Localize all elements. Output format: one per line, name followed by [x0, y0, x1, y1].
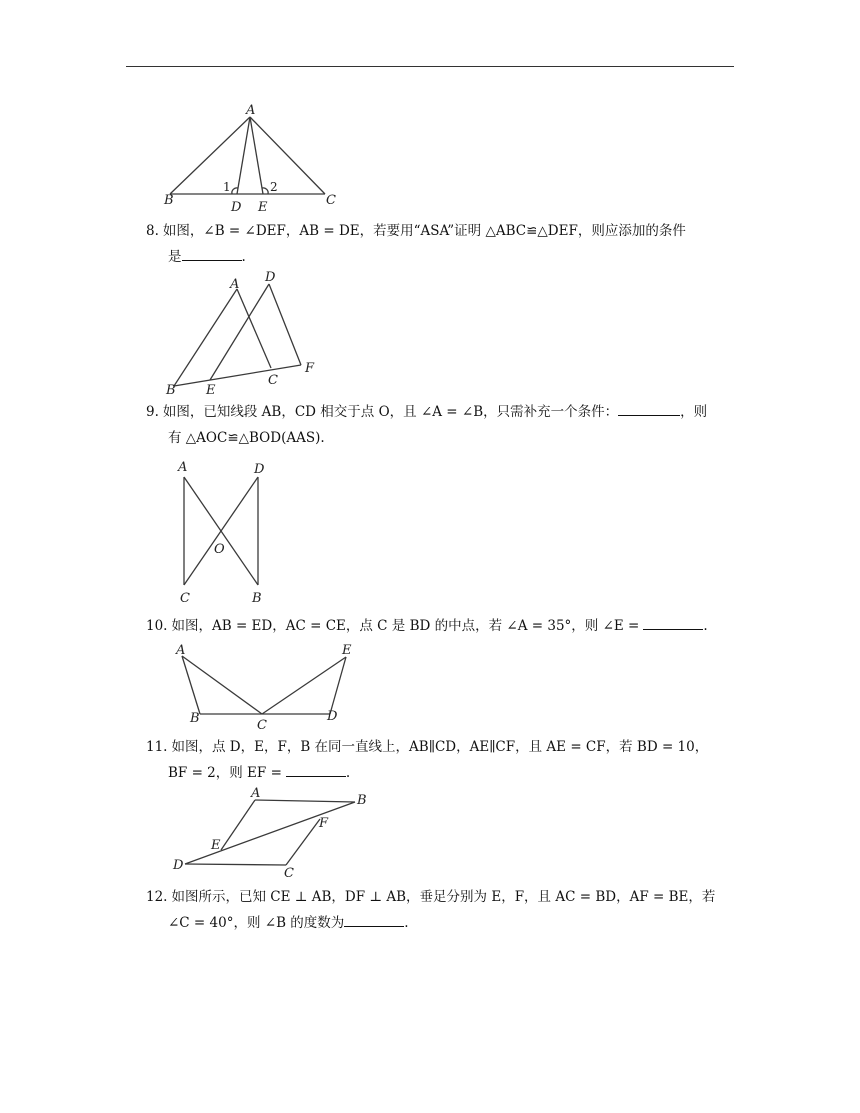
question-8 [146, 218, 736, 270]
label-C: C [257, 718, 267, 733]
label-D: D [254, 462, 265, 477]
question-10 [146, 613, 736, 639]
label-C: C [326, 193, 336, 208]
label-O: O [214, 542, 225, 557]
header-rule [126, 66, 734, 67]
label-E: E [258, 200, 268, 215]
question-text: . [703, 618, 708, 634]
label-A: A [246, 103, 256, 118]
question-text: 如图，∠B = ∠DEF，AB = DE，若要用“ASA”证明 △ABC≌△DEF，则应添加的条件 [162, 223, 686, 239]
label-C: C [180, 591, 190, 606]
label-A: A [251, 786, 261, 801]
question-number: 10. [146, 618, 168, 634]
question-number: 12. [146, 889, 168, 905]
question-text: ∠C = 40°，则 ∠B 的度数为 [168, 915, 345, 931]
label-A: A [178, 460, 188, 475]
label-D: D [265, 270, 276, 285]
question-text: 是 [168, 249, 182, 265]
label-A: A [176, 643, 186, 658]
label-B: B [164, 193, 174, 208]
label-angle-2: 2 [270, 180, 278, 194]
question-11 [146, 734, 736, 786]
question-text: 如图，点 D，E，F，B 在同一直线上，AB∥CD，AE∥CF，且 AE = CF，若 BD = 10， [171, 739, 709, 755]
question-text: ，则 [680, 404, 708, 420]
label-B: B [252, 591, 262, 606]
label-D: D [231, 200, 242, 215]
figure-parallelogram-abcd [165, 785, 375, 880]
question-text: 如图所示，已知 CE ⊥ AB，DF ⊥ AB，垂足分别为 E，F，且 AC = BD，AF = BE，若 [171, 889, 716, 905]
question-text: . [404, 915, 409, 931]
question-text: 如图，AB = ED，AC = CE，点 C 是 BD 的中点，若 ∠A = 35°，则 ∠E = [171, 618, 640, 634]
label-E: E [342, 643, 352, 658]
question-12 [146, 884, 736, 936]
figure-crossed-segments [170, 455, 280, 610]
question-text: . [241, 249, 246, 265]
question-number: 8. [146, 223, 159, 239]
label-F: F [319, 816, 329, 831]
label-F: F [305, 361, 315, 376]
figure-two-triangles-abc-def [160, 268, 330, 398]
question-number: 9. [146, 404, 159, 420]
question-text: 有 △AOC≌△BOD(AAS). [168, 430, 325, 446]
answer-blank[interactable] [643, 614, 703, 630]
figure-two-triangles-acb-ecd [170, 640, 370, 735]
answer-blank[interactable] [344, 911, 404, 927]
question-number: 11. [146, 739, 168, 755]
label-C: C [268, 373, 278, 388]
question-text: BF = 2，则 EF = [168, 765, 282, 781]
label-D: D [327, 709, 338, 724]
label-B: B [166, 383, 176, 398]
answer-blank[interactable] [618, 400, 680, 416]
label-B: B [190, 711, 200, 726]
answer-blank[interactable] [286, 761, 346, 777]
label-angle-1: 1 [223, 180, 231, 194]
label-E: E [211, 838, 221, 853]
label-B: B [357, 793, 367, 808]
question-text: . [345, 765, 351, 781]
question-9 [146, 399, 736, 451]
label-E: E [206, 383, 216, 398]
answer-blank[interactable] [182, 245, 242, 261]
label-D: D [173, 858, 184, 873]
figure-triangle-abc-de [160, 100, 350, 215]
question-text: 如图，已知线段 AB，CD 相交于点 O，且 ∠A = ∠B，只需补充一个条件： [162, 404, 619, 420]
label-C: C [284, 866, 294, 881]
label-A: A [230, 277, 240, 292]
